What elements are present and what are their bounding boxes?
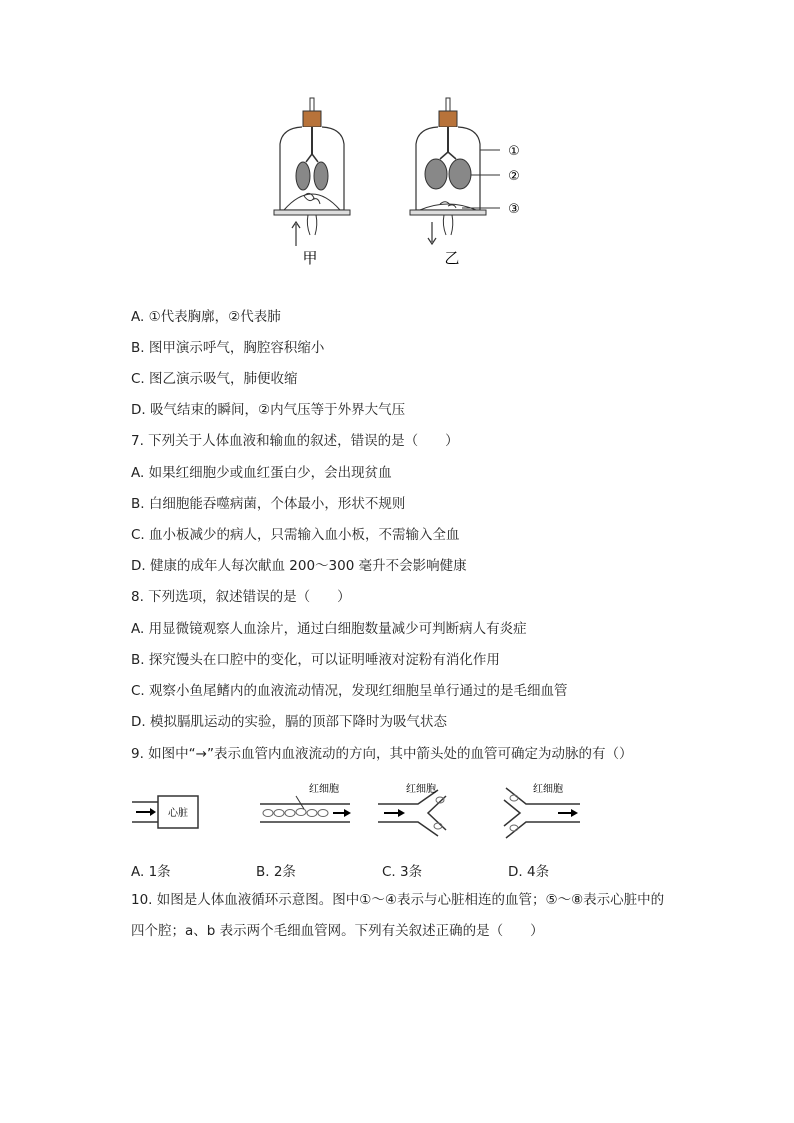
q6-option-c: C. 图乙演示吸气，肺便收缩 [131,371,298,387]
q9-option-a: A. 1条 [131,864,171,880]
vessel-branching [504,783,580,838]
q7-stem: 7. 下列关于人体血液和输血的叙述，错误的是（ ） [131,433,459,449]
q10-stem-line1: 10. 如图是人体血液循环示意图。图中①～④表示与心脏相连的血管；⑤～⑧表示心脏中的 [131,892,665,908]
marker-3: ③ [508,202,520,217]
vessel-heart [132,796,198,828]
label-yi: 乙 [444,249,460,267]
q8-option-c: C. 观察小鱼尾鳍内的血液流动情况，发现红细胞呈单行通过的是毛细血管 [131,683,568,699]
q7-option-b: B. 白细胞能吞噬病菌，个体最小，形状不规则 [131,496,406,512]
label-jia: 甲 [302,249,318,267]
vessel-figure [128,782,598,842]
rbc-label-3: 红细胞 [533,784,563,795]
q9-option-d: D. 4条 [508,864,550,880]
vessel-capillary [260,783,351,822]
q8-option-b: B. 探究馒头在口腔中的变化，可以证明唾液对淀粉有消化作用 [131,652,500,668]
q9-option-c: C. 3条 [382,864,423,880]
rbc-label-2: 红细胞 [406,784,436,795]
marker-1: ① [508,144,520,159]
q7-option-a: A. 如果红细胞少或血红蛋白少，会出现贫血 [131,465,392,481]
q10-stem-line2: 四个腔；a、b 表示两个毛细血管网。下列有关叙述正确的是（ ） [131,923,544,939]
bell-jar-figure [262,96,532,276]
jar-yi [410,98,520,267]
q8-option-a: A. 用显微镜观察人血涂片，通过白细胞数量减少可判断病人有炎症 [131,621,527,637]
q6-option-a: A. ①代表胸廓，②代表肺 [131,309,281,325]
heart-label: 心脏 [168,808,188,819]
q7-option-d: D. 健康的成年人每次献血 200～300 毫升不会影响健康 [131,558,467,574]
rbc-label-1: 红细胞 [309,784,339,795]
q8-stem: 8. 下列选项，叙述错误的是（ ） [131,589,351,605]
jar-jia [274,98,350,267]
marker-2: ② [508,169,520,184]
vessel-converging [378,783,446,836]
q9-stem: 9. 如图中“→”表示血管内血液流动的方向，其中箭头处的血管可确定为动脉的有（） [131,746,633,762]
q7-option-c: C. 血小板减少的病人，只需输入血小板，不需输入全血 [131,527,460,543]
q9-option-b: B. 2条 [256,864,296,880]
q6-option-b: B. 图甲演示呼气，胸腔容积缩小 [131,340,325,356]
q6-option-d: D. 吸气结束的瞬间，②内气压等于外界大气压 [131,402,406,418]
q8-option-d: D. 模拟膈肌运动的实验，膈的顶部下降时为吸气状态 [131,714,447,730]
